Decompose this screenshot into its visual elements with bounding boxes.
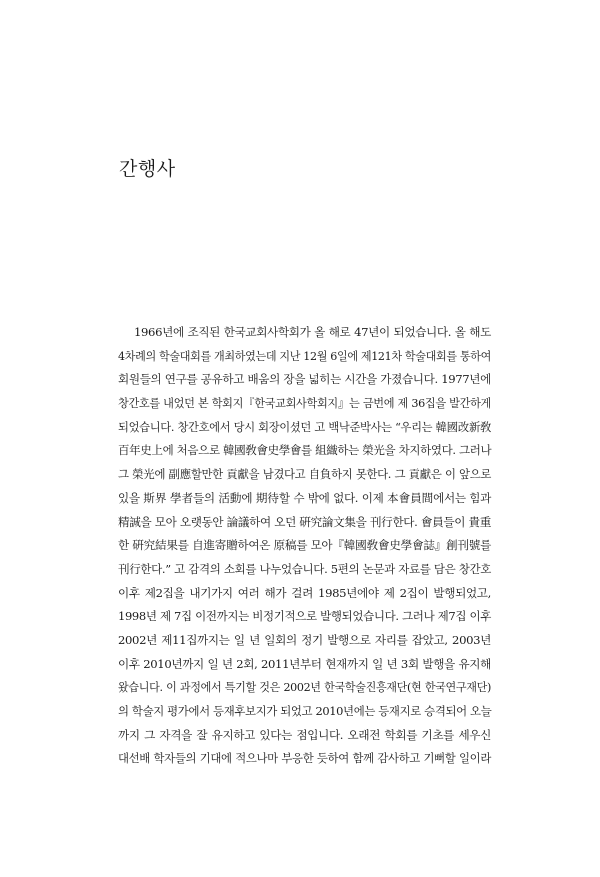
text-line: 회원들의 연구를 공유하고 배움의 장을 넓히는 시간을 가졌습니다. 1977년에 [118,372,491,387]
text-line: 한 硏究結果를 自進寄贈하여온 原稿를 모아『韓國敎會史學會誌』創刊號를 [118,538,491,553]
text-line: 이후 2010년까지 일 년 2회, 2011년부터 현재까지 일 년 3회 발행을 유지해 [118,656,491,671]
text-line: 4차례의 학술대회를 개최하였는데 지난 12월 6일에 제121차 학술대회를 통하여 [118,349,492,363]
text-line: 2002년 제11집까지는 일 년 일회의 정기 발행으로 자리를 잡았고, 2003년 [118,632,491,647]
body-paragraph [118,321,491,771]
text-line: 刊行한다.” 고 감격의 소회를 나누었습니다. 5편의 논문과 자료를 담은 창간호 [118,561,491,576]
text-line: 의 학술지 평가에서 등재후보지가 되었고 2010년에는 등재지로 승격되어 오늘 [118,704,492,718]
page-title: 간행사 [119,158,176,180]
text-line: 1998년 제 7집 이전까지는 비정기적으로 발행되었습니다. 그러나 제7집 이후 [118,609,491,624]
text-line: 까지 그 자격을 잘 유지하고 있다는 점입니다. 오래전 학회를 기초를 세우신 [118,727,491,742]
text-line: 1966년에 조직된 한국교회사학회가 올 해로 47년이 되었습니다. 올 해도 [134,325,491,339]
text-line: 되었습니다. 창간호에서 당시 회장이셨던 고 백낙준박사는 “우리는 韓國改新敎 [118,420,491,434]
text-line: 대선배 학자들의 기대에 적으나마 부응한 듯하여 함께 감사하고 기뻐할 일이라 [118,751,491,766]
text-line: 그 榮光에 副應할만한 貢獻을 남겼다고 自負하지 못한다. 그 貢獻은 이 앞으로 [118,467,491,482]
text-line: 창간호를 내었던 본 학회지『한국교회사학회지』는 금번에 제 36집을 발간하게 [118,397,491,411]
text-line: 있을 斯界 學者들의 活動에 期待할 수 밖에 없다. 이제 本會員間에서는 힘과 [118,490,491,505]
text-line: 百年史上에 처음으로 韓國敎會史學會를 組織하는 榮光을 차지하였다. 그러나 [118,443,492,458]
text-line: 왔습니다. 이 과정에서 특기할 것은 2002년 한국학술진흥재단(현 한국연구재단) [118,681,491,695]
text-line: 이후 제2집을 내기가지 여러 해가 걸려 1985년에야 제 2집이 발행되었고, [118,585,491,600]
text-line: 精誠을 모아 오랫동안 論議하여 오던 硏究論文集을 刊行한다. 會員들이 貴重 [118,514,491,529]
